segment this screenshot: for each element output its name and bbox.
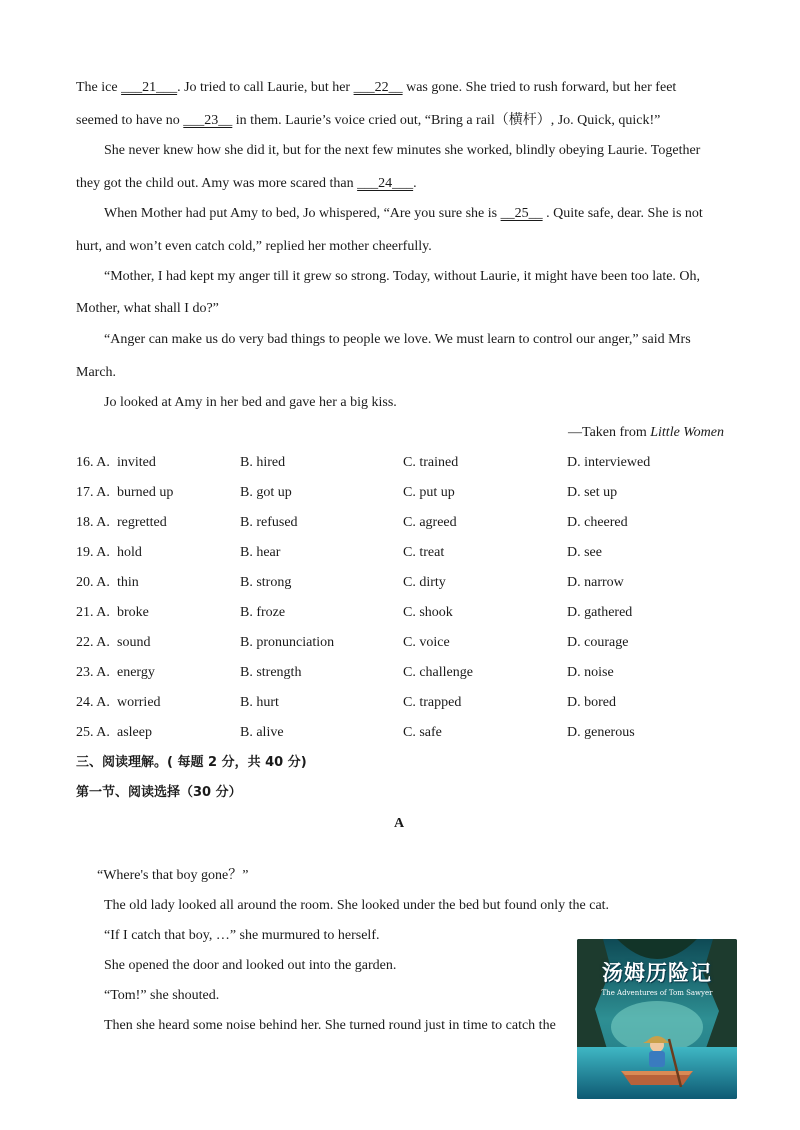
q18-option-c: C. agreed: [403, 515, 457, 530]
q22-option-a: sound: [117, 635, 151, 650]
passage-line-6: hurt, and won’t even catch cold,” replied her mother cheerfully.: [76, 239, 432, 254]
q19-option-d: D. see: [567, 545, 602, 560]
section-subheading: 第一节、阅读选择（30 分）: [76, 785, 242, 800]
q19-option-a: hold: [117, 545, 142, 560]
text-segment: seemed to have no: [76, 113, 184, 128]
story-line-6: Then she heard some noise behind her. She turned round just in time to catch the: [104, 1018, 556, 1033]
passage-line-8: Mother, what shall I do?”: [76, 301, 219, 316]
passage-line-4: [76, 175, 417, 193]
passage-line-2: [76, 112, 660, 130]
story-line-2: The old lady looked all around the room. She looked under the bed but found only the cat.: [104, 898, 610, 913]
q24-option-d: D. bored: [567, 695, 616, 710]
q16-option-d: D. interviewed: [567, 455, 651, 470]
story-line-3: “If I catch that boy, …” she murmured to herself.: [104, 928, 380, 943]
q17-option-a: burned up: [117, 485, 174, 500]
story-line-5: “Tom!” she shouted.: [104, 988, 220, 1003]
q16-option-b: B. hired: [240, 455, 286, 470]
q16-num: 16. A.: [76, 455, 110, 470]
text-segment: When Mother had put Amy to bed, Jo whispered, “Are you sure she is: [104, 206, 501, 221]
q17-num: 17. A.: [76, 485, 110, 500]
q20-num: 20. A.: [76, 575, 110, 590]
text-segment: . Quite safe, dear. She is not: [542, 206, 703, 221]
q25-num: 25. A.: [76, 725, 110, 740]
text-segment: The ice: [76, 80, 122, 95]
text-segment: they got the child out. Amy was more scared than: [76, 176, 358, 191]
q23-option-b: B. strength: [240, 665, 302, 680]
cover-title: 汤姆历险记: [602, 961, 712, 985]
passage-line-7: “Mother, I had kept my anger till it grew so strong. Today, without Laurie, it might have been too late. Oh,: [104, 269, 701, 284]
q25-option-c: C. safe: [403, 725, 442, 740]
q17-option-b: B. got up: [240, 485, 292, 500]
q18-num: 18. A.: [76, 515, 110, 530]
q23-option-c: C. challenge: [403, 665, 473, 680]
q22-option-d: D. courage: [567, 635, 629, 650]
q24-option-c: C. trapped: [403, 695, 462, 710]
passage-line-10: March.: [76, 365, 117, 380]
story-line-4: She opened the door and looked out into the garden.: [104, 958, 397, 973]
q19-option-c: C. treat: [403, 545, 445, 560]
q25-option-b: B. alive: [240, 725, 284, 740]
q20-option-d: D. narrow: [567, 575, 624, 590]
q16-option-a: invited: [117, 455, 156, 470]
q22-option-b: B. pronunciation: [240, 635, 335, 650]
text-segment: . Jo tried to call Laurie, but her: [177, 80, 354, 95]
q21-option-d: D. gathered: [567, 605, 633, 620]
passage-letter: A: [394, 816, 405, 831]
q20-option-b: B. strong: [240, 575, 292, 590]
q19-num: 19. A.: [76, 545, 110, 560]
text-segment: was gone. She tried to rush forward, but her feet: [402, 80, 677, 95]
blank-24: ___24___: [357, 176, 414, 191]
q17-option-c: C. put up: [403, 485, 455, 500]
passage-line-11: Jo looked at Amy in her bed and gave her a big kiss.: [104, 395, 397, 410]
story-line-1: “Where's that boy gone？”: [97, 868, 249, 883]
q22-option-c: C. voice: [403, 635, 450, 650]
q24-option-a: worried: [117, 695, 161, 710]
text-segment: .: [413, 176, 417, 191]
q23-num: 23. A.: [76, 665, 110, 680]
q23-option-a: energy: [117, 665, 155, 680]
q18-option-b: B. refused: [240, 515, 298, 530]
q18-option-a: regretted: [117, 515, 167, 530]
blank-23: ___23__: [183, 113, 233, 128]
q19-option-b: B. hear: [240, 545, 281, 560]
section-heading: 三、阅读理解。( 每题 2 分，共 40 分): [76, 755, 307, 770]
source-title: Little Women: [650, 425, 724, 440]
blank-25: __25__: [500, 206, 543, 221]
q20-option-a: thin: [117, 575, 139, 590]
q22-num: 22. A.: [76, 635, 110, 650]
q21-option-b: B. froze: [240, 605, 286, 620]
q24-num: 24. A.: [76, 695, 110, 710]
blank-21: ___21___: [121, 80, 178, 95]
source-citation: [560, 424, 724, 442]
book-cover-image: [577, 939, 737, 1099]
q23-option-d: D. noise: [567, 665, 614, 680]
passage-line-3: She never knew how she did it, but for the next few minutes she worked, blindly obeying Laurie. Together: [104, 143, 701, 158]
q25-option-d: D. generous: [567, 725, 635, 740]
text-segment: in them. Laurie’s voice cried out, “Bring a rail（横杆）, Jo. Quick, quick!”: [232, 113, 661, 128]
q16-option-c: C. trained: [403, 455, 459, 470]
q21-option-c: C. shook: [403, 605, 453, 620]
q18-option-d: D. cheered: [567, 515, 628, 530]
q25-option-a: asleep: [117, 725, 152, 740]
q21-option-a: broke: [117, 605, 149, 620]
source-prefix: —Taken from: [568, 425, 651, 440]
q17-option-d: D. set up: [567, 485, 618, 500]
passage-line-9: “Anger can make us do very bad things to people we love. We must learn to control our anger,” said Mrs: [104, 332, 691, 347]
blank-22: ___22__: [353, 80, 403, 95]
q20-option-c: C. dirty: [403, 575, 446, 590]
cover-subtitle: The Adventures of Tom Sawyer: [601, 989, 713, 997]
passage-line-5: [104, 205, 703, 223]
q21-num: 21. A.: [76, 605, 110, 620]
q24-option-b: B. hurt: [240, 695, 279, 710]
passage-line-1: [76, 79, 676, 97]
